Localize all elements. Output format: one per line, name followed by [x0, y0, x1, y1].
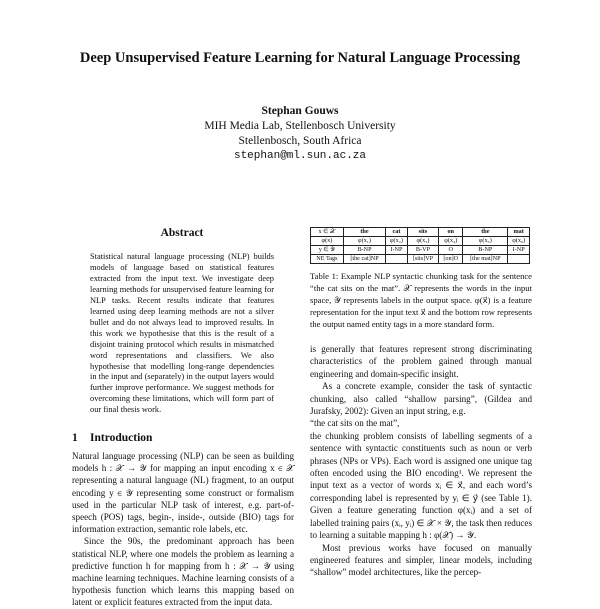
table-cell: cat: [386, 228, 408, 237]
table-cell: [386, 255, 408, 264]
table-cell: [sits]VP: [407, 255, 438, 264]
right-column-body: [310, 343, 532, 579]
table-cell: φ(x₅): [463, 237, 508, 246]
table-cell: φ(x₆): [508, 237, 530, 246]
intro-paragraph-1: Natural language processing (NLP) can be seen as building models h : 𝒳 → 𝒴 for mapping an input encoding x ∈ 𝒳 representing a natural language (NL) fragment, to an output encoding y ∈ 𝒴 representing some construct or formalism used in the particular NLP task of interest, e.g. part-of-speech (POS) tags, begin-, inside-, outside (BIO) tags for information extraction, semantic role labels, etc.: [72, 451, 294, 535]
table-cell: B-NP: [343, 246, 385, 255]
author-name: Stephan Gouws: [261, 105, 339, 117]
abstract-heading-wrap: [68, 227, 296, 253]
right-paragraph-2: As a concrete example, consider the task of syntactic chunking, also called “shallow parsing”, (Gildea and Jurafsky, 2002): Given an input string, e.g.: [310, 381, 532, 417]
table-cell: φ(x₁): [343, 237, 385, 246]
author-affiliation-1: MIH Media Lab, Stellenbosch University: [204, 120, 396, 132]
table-cell: φ(x₃): [407, 237, 438, 246]
right-paragraph-1: is generally that features represent strong discriminating characteristics of the problem gained through manual engineering and domain-specific insight.: [310, 344, 532, 379]
table-cell: B-NP: [463, 246, 508, 255]
table-row: [311, 246, 530, 255]
chunking-table: [310, 227, 530, 264]
table-cell: B-VP: [407, 246, 438, 255]
section-heading: [72, 432, 152, 444]
table-cell: [508, 255, 530, 264]
table-cell: the: [343, 228, 385, 237]
table-cell: [the mat]NP: [463, 255, 508, 264]
author-affiliation-2: Stellenbosch, South Africa: [238, 135, 362, 147]
table-cell: φ(x₄): [439, 237, 463, 246]
table-cell: on: [439, 228, 463, 237]
table-cell: φ(x): [311, 237, 344, 246]
table-row: [311, 237, 530, 246]
intro-paragraph-2: Since the 90s, the predominant approach has been statistical NLP, where one models the problem as learning a predictive function h for mapping from h : 𝒳 → 𝒴 using machine learning techniques. Machine learning consists of a hypothesis function which learns this mapping based on latent or explicit features extracted from the input data.: [72, 536, 294, 608]
section-number: 1: [72, 432, 78, 444]
table-cell: O: [439, 246, 463, 255]
table-caption: Table 1: Example NLP syntactic chunking task for the sentence “the cat sits on the mat”. 𝒳 represents the words in the input space, 𝒴 represents labels in the output space. φ(x⃗) is a feature representation for the input text x⃗ and the bottom row represents the output named entity tags in a more standard form.: [310, 271, 532, 329]
abstract-text: Statistical natural language processing (NLP) builds models of language based on statistical features extracted from the input text. We investigate deep learning methods for unsupervised feature learning for NLP tasks. Recent results indicate that features learned using deep learning methods are not a silver bullet and do not always lead to improved results. In this work we hypothesise that this is the result of a disjoint training protocol which results in mismatched word representations and classifiers. We also hypothesise that modelling long-range dependencies in the input and (separately) in the output layers would further improve performance. We suggest methods for overcoming these limitations, which will form part of our final thesis work.: [90, 252, 274, 415]
paper-title: Deep Unsupervised Feature Learning for Natural Language Processing: [79, 50, 521, 66]
introduction-body: [72, 450, 294, 609]
table-cell: x ∈ 𝒳: [311, 228, 344, 237]
table-cell: NE Tags: [311, 255, 344, 264]
table-cell: I-NP: [386, 246, 408, 255]
author-block: [0, 104, 600, 164]
table-cell: mat: [508, 228, 530, 237]
abstract-heading: Abstract: [160, 227, 204, 239]
table-cell: y ∈ 𝒴: [311, 246, 344, 255]
table-cell: [the cat]NP: [343, 255, 385, 264]
table-row: [311, 255, 530, 264]
table-row: [311, 228, 530, 237]
section-title: Introduction: [90, 432, 153, 444]
table-cell: sits: [407, 228, 438, 237]
right-paragraph-4: Most previous works have focused on manually engineered features and simpler, linear models, including “shallow” model architectures, like the percep-: [310, 542, 532, 578]
right-paragraph-3: the chunking problem consists of labelling segments of a sentence with syntactic constituents such as noun or verb phrases (NPs or VPs). Each word is assigned one unique tag often encoded using the BIO encoding¹. We represent the input text as a vector of words xᵢ ∈ x⃗, and each word’s corresponding label is represented by yᵢ ∈ y⃗ (see Table 1). Given a feature generating function φ(xᵢ) and a set of labelled training pairs (xᵢ, yᵢ) ∈ 𝒳 × 𝒴, the task then reduces to learning a suitable mapping h : φ(𝒳) → 𝒴.: [310, 430, 532, 541]
author-email: stephan@ml.sun.ac.za: [233, 150, 367, 162]
example-quote: “the cat sits on the mat”,: [310, 418, 400, 429]
table-cell: [on]O: [439, 255, 463, 264]
table-cell: φ(x₂): [386, 237, 408, 246]
table-cell: the: [463, 228, 508, 237]
table-cell: I-NP: [508, 246, 530, 255]
